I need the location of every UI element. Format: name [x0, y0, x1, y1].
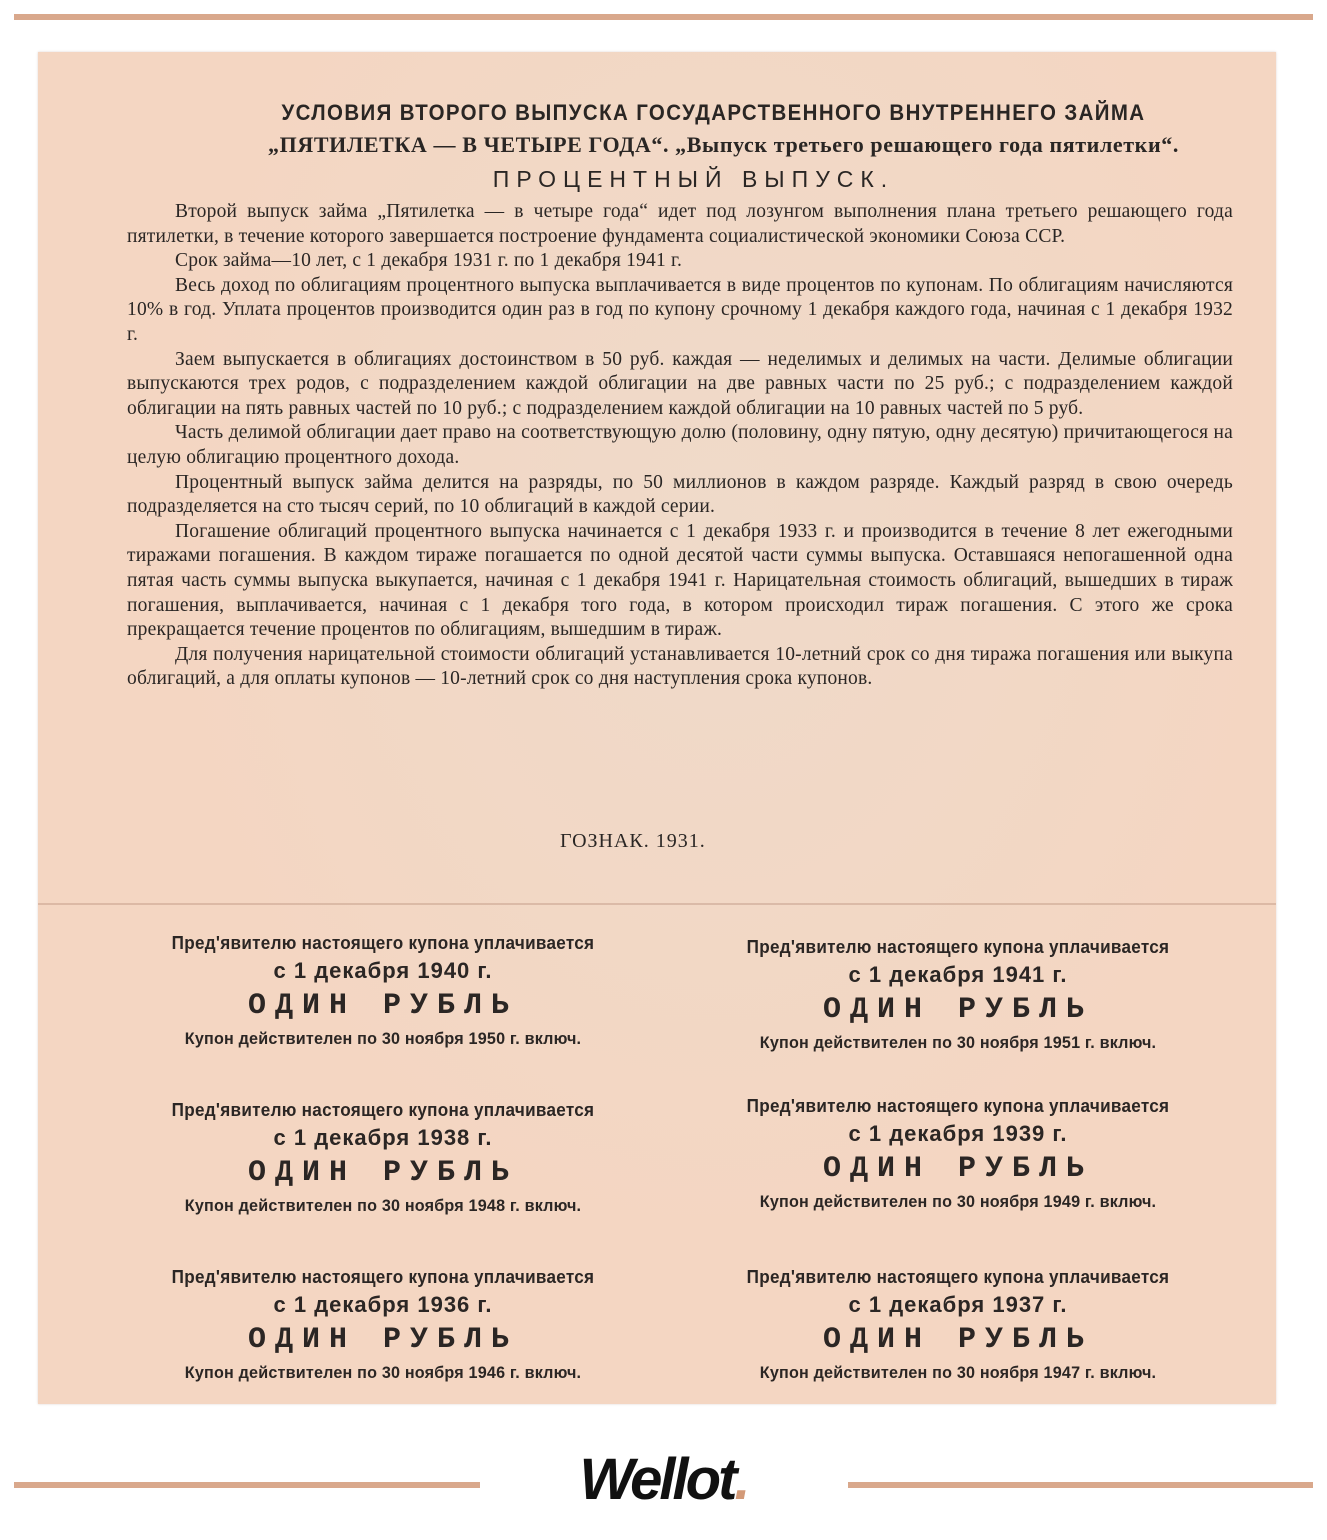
- coupon-1938: [118, 1097, 648, 1219]
- coupon-1936: [118, 1264, 648, 1386]
- coupon-date: с 1 декабря 1936 г.: [273, 1292, 493, 1317]
- coupon-bearer-text: Пред'явителю настоящего купона уплачивается: [171, 1267, 595, 1287]
- paragraph: Для получения нарицательной стоимости облигаций устанавливается 10-летний срок со дня тиража погашения или выкупа облигаций, а для оплаты купонов — 10-летний срок со дня наступления срока купонов.: [127, 643, 1233, 690]
- coupon-amount: ОДИН РУБЛЬ: [247, 1323, 519, 1357]
- loan-conditions-text: [127, 200, 1233, 692]
- coupon-validity: Купон действителен по 30 ноября 1946 г. включ.: [184, 1363, 582, 1382]
- paragraph: Срок займа—10 лет, с 1 декабря 1931 г. по 1 декабря 1941 г.: [175, 250, 683, 272]
- wellot-logo[interactable]: [0, 1446, 1327, 1513]
- paragraph: Второй выпуск займа „Пятилетка — в четыре года“ идет под лозунгом выполнения плана третьего решающего года пятилетки, в течение которого завершается построение фундамента социалистической экономики Союза ССР.: [127, 201, 1233, 247]
- coupon-amount: ОДИН РУБЛЬ: [822, 993, 1094, 1027]
- coupon-bearer-text: Пред'явителю настоящего купона уплачивается: [746, 1096, 1170, 1116]
- coupon-amount: ОДИН РУБЛЬ: [822, 1323, 1094, 1357]
- paragraph: Заем выпускается в облигациях достоинством в 50 руб. каждая — неделимых и делимых на части. Делимые облигации выпускаются трех родов, с подразделением каждой облигации на две равных части по 25 руб.; с подразделением каждой облигации на пять равных частей по 10 руб.; с подразделением каждой облигации на 10 равных частей по 5 руб.: [127, 348, 1233, 419]
- coupon-date: с 1 декабря 1938 г.: [273, 1125, 493, 1150]
- logo-wordmark: Wellot: [579, 1447, 735, 1512]
- coupon-amount: ОДИН РУБЛЬ: [247, 989, 519, 1023]
- coupon-1940: [118, 930, 648, 1052]
- coupon-bearer-text: Пред'явителю настоящего купона уплачивается: [746, 937, 1170, 957]
- coupon-amount: ОДИН РУБЛЬ: [247, 1156, 519, 1190]
- coupon-bearer-text: Пред'явителю настоящего купона уплачивается: [171, 933, 595, 953]
- paragraph: Погашение облигаций процентного выпуска начинается с 1 декабря 1933 г. и производится в течение 8 лет ежегодными тиражами погашения. В каждом тираже погашается по одной десятой части суммы выпуска. Оставшаяся непогашенной одна пятая часть суммы выпуска выкупается, начиная с 1 декабря 1941 г. Нарицательная стоимость облигаций, вышедших в тираж погашения, выплачивается, начиная с 1 декабря того года, в котором происходил тираж погашения. С этого же срока прекращается течение процентов по облигациям, вышедшим в тираж.: [127, 520, 1233, 641]
- coupon-date: с 1 декабря 1941 г.: [848, 962, 1068, 987]
- paragraph: Часть делимой облигации дает право на соответствующую долю (половину, одну пятую, одну десятую) причитающегося на целую облигацию процентного дохода.: [127, 422, 1233, 468]
- coupon-validity: Купон действителен по 30 ноября 1950 г. включ.: [184, 1029, 582, 1048]
- logo-dot: .: [734, 1447, 748, 1512]
- top-divider: [14, 14, 1313, 20]
- title-line-1: УСЛОВИЯ ВТОРОГО ВЫПУСКА ГОСУДАРСТВЕННОГО ВНУТРЕННЕГО ЗАЙМА: [281, 100, 1146, 125]
- coupon-amount: ОДИН РУБЛЬ: [822, 1152, 1094, 1186]
- coupon-date: с 1 декабря 1937 г.: [848, 1292, 1068, 1317]
- coupon-validity: Купон действителен по 30 ноября 1947 г. включ.: [759, 1363, 1157, 1382]
- paragraph: Весь доход по облигациям процентного выпуска выплачивается в виде процентов по купонам. По облигациям начисляются 10% в год. Уплата процентов производится один раз в год по купону срочному 1 декабря каждого года, начиная с 1 декабря 1932 г.: [127, 274, 1233, 345]
- coupon-validity: Купон действителен по 30 ноября 1951 г. включ.: [759, 1033, 1157, 1052]
- coupon-bearer-text: Пред'явителю настоящего купона уплачивается: [746, 1267, 1170, 1287]
- coupon-1941: [693, 934, 1223, 1056]
- paragraph: Процентный выпуск займа делится на разряды, по 50 миллионов в каждом разряде. Каждый разряд в свою очередь подразделяется на сто тысяч серий, по 10 облигаций в каждой серии.: [127, 471, 1233, 518]
- coupon-bearer-text: Пред'явителю настоящего купона уплачивается: [171, 1100, 595, 1120]
- coupon-1937: [693, 1264, 1223, 1386]
- title-line-2: „ПЯТИЛЕТКА — В ЧЕТЫРЕ ГОДА“. „Выпуск третьего решающего года пятилетки“.: [268, 132, 1179, 157]
- coupon-validity: Купон действителен по 30 ноября 1948 г. включ.: [184, 1196, 582, 1215]
- goznak-mark: ГОЗНАК. 1931.: [560, 830, 706, 852]
- paper-fold-line: [38, 903, 1276, 905]
- coupon-date: с 1 декабря 1939 г.: [848, 1121, 1068, 1146]
- coupon-date: с 1 декабря 1940 г.: [273, 958, 493, 983]
- coupon-validity: Купон действителен по 30 ноября 1949 г. включ.: [759, 1192, 1157, 1211]
- issue-type-heading: ПРОЦЕНТНЫЙ ВЫПУСК.: [492, 166, 895, 192]
- coupon-1939: [693, 1093, 1223, 1215]
